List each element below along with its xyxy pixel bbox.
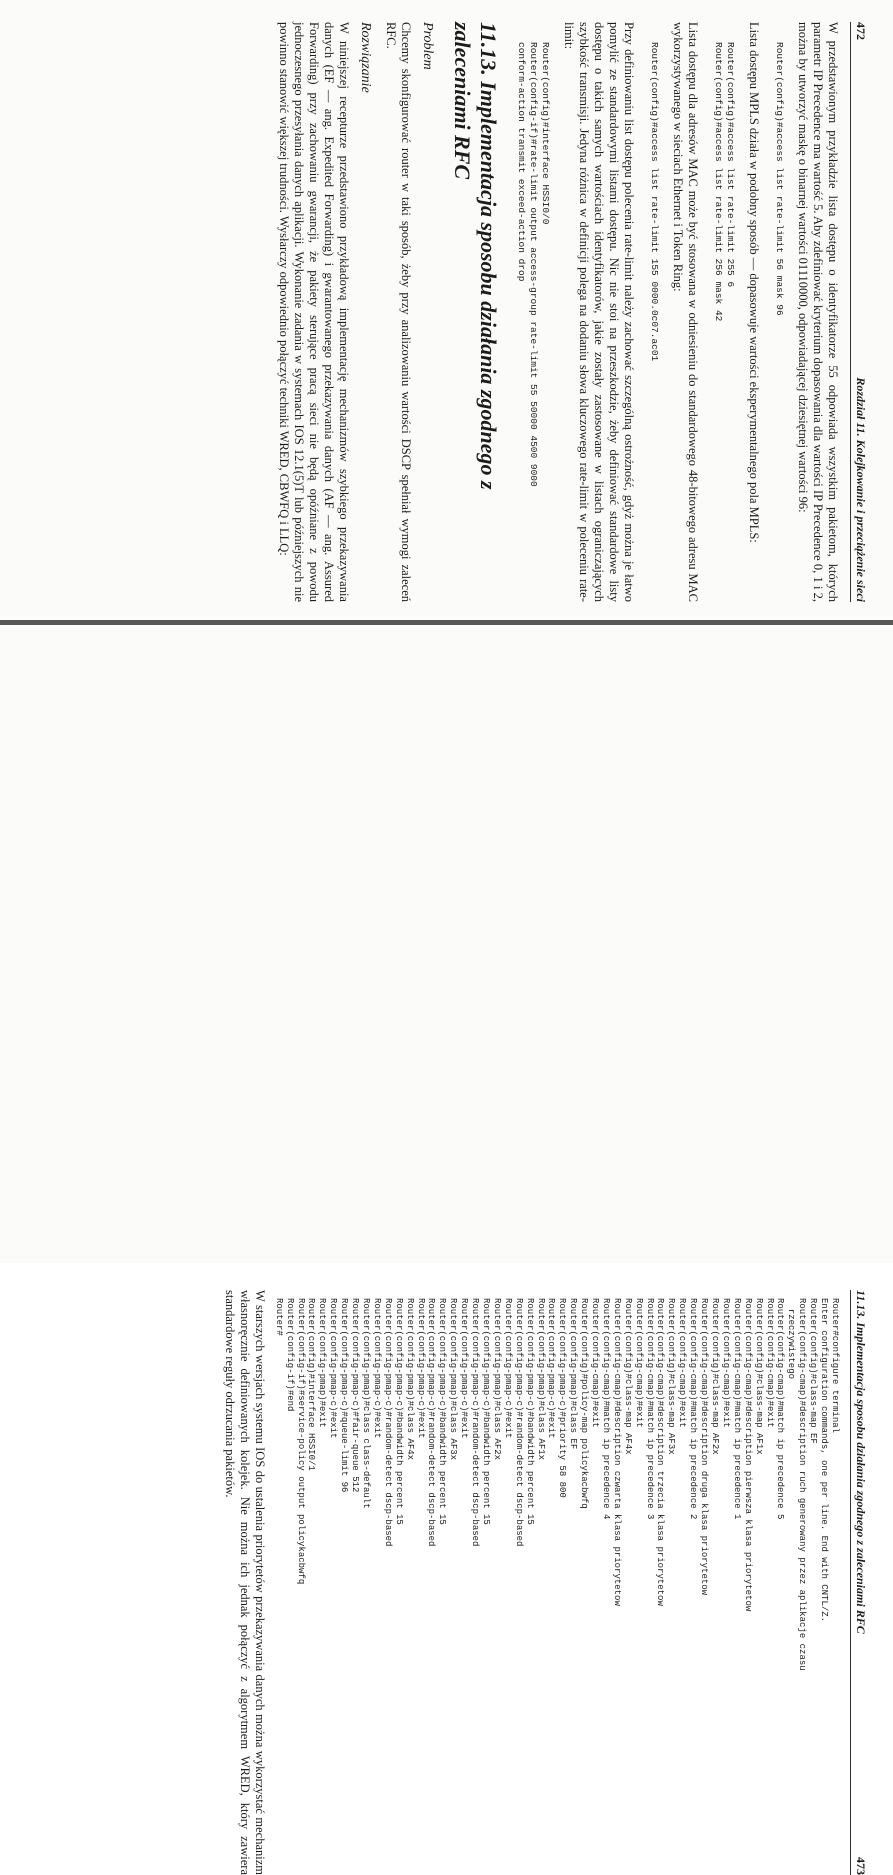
code-line: Router(config-cmap)#match ip precedence 3 (644, 1298, 655, 1520)
code-line: Router(config-if)#service-policy output policykacbwfq (295, 1298, 306, 1585)
problem-text: Chcemy skonfigurować router w taki sposób, żeby przy analizowaniu wartości DSCP spełniał wymogi zaleceń RFC. (384, 22, 413, 602)
code-line: Router(config-pmap-c)#random-detect dscp-based (382, 1298, 393, 1547)
closing-paragraph: W starszych wersjach systemu IOS do ustalenia priorytetów przekazywania danych można wykorzystać mechanizm własnoręcznie definiowanych kolejek. Nie można ich jednak połączyć z algorytmem WRED, który zawiera standardowe reguły odrzucania pakietów. (222, 1290, 267, 1875)
code-line: Router(config-pmap-c)#exit (371, 1298, 382, 1439)
code-line: Router(config-pmap)#class AF4x (404, 1298, 415, 1461)
page-number: 472 (854, 22, 868, 40)
code-line: Router(config-cmap)#description ruch generowany przez aplikacje czasu (797, 1298, 808, 1671)
paragraph: Lista dostępu MPLS działa w podobny sposób — dopasowuje wartości eksperymentalnego pola MPLS: (747, 22, 761, 543)
code-line: Router(config-pmap-c)#bandwidth percent 15 (393, 1298, 404, 1525)
code-line: Router(config-cmap)#description pierwsza klasa priorytetow (742, 1298, 753, 1612)
code-line: Router(config-cmap)#description czwarta klasa priorytetow (611, 1298, 622, 1606)
code-line: Router(config-pmap)#class AF2x (491, 1298, 502, 1461)
section-title: 11.13. Implementacja sposobu działania zgodnego z zaleceniami RFC (450, 22, 501, 490)
code-line: Router(config-cmap)#match ip precedence 1 (731, 1298, 742, 1520)
code-line: Router(config-pmap-c)#random-detect dscp-based (513, 1298, 524, 1547)
code-line: Router(config-cmap)#exit (677, 1298, 688, 1428)
code-line: Router(config-if)#end (284, 1298, 295, 1412)
code-line: conform-action transmit exceed-action drop (516, 42, 527, 282)
code-line: Router(config-pmap-c)#bandwidth percent 15 (524, 1298, 535, 1525)
code-line: Router(config-pmap-c)#queue-limit 96 (339, 1298, 350, 1493)
page-header (850, 1290, 868, 1875)
problem-heading: Problem (420, 22, 435, 70)
left-book-page (0, 0, 893, 618)
code-line: Router(config-if)#rate-limit output access-group rate-limit 55 50000 4500 9000 (528, 42, 539, 487)
code-line: Router(config-pmap)#class EF (568, 1298, 579, 1450)
code-line: Router(config-pmap-c)#fair-queue 512 (350, 1298, 361, 1493)
code-line: Router(config-pmap-c)#exit (328, 1298, 339, 1439)
code-line: Router(config-cmap)#exit (764, 1298, 775, 1428)
page-gutter (0, 620, 893, 625)
code-line: Router(config-pmap-c)#bandwidth percent 15 (437, 1298, 448, 1525)
code-line: Router(config-pmap)#class class-default (361, 1298, 372, 1509)
code-line: Router(config)#class-map AF4x (622, 1298, 633, 1455)
page-number: 473 (854, 1857, 868, 1875)
code-line: Router(config-cmap)#match ip precedence 5 (775, 1298, 786, 1520)
code-line: Router(config-cmap)#description trzecia klasa priorytetow (655, 1298, 666, 1606)
router-config-listing (273, 1298, 840, 1875)
code-line: rzeczywistego (786, 1298, 797, 1380)
paragraph: Przy definiowaniu list dostępu polecenia rate-limit należy zachować szczególną ostrożność, gdyż można je łatwo pomylić ze standardowymi listami dostępu. Nic nie stoi na przeszkodzie, żeby definiować standardowe listy dostępu o takich samych wartościach identyfikatorów, jakie zostały zastosowane w listach ograniczających szybkość transmisji. Jedyna różnica w definicji polega na dodaniu słowa kluczowego rate-limit w poleceniu rate-limit: (562, 22, 636, 602)
page-header (850, 22, 868, 602)
code-line: Router# (273, 1298, 284, 1336)
code-line: Router(config-pmap-c)#random-detect dscp-based (426, 1298, 437, 1547)
code-line: Router(config-cmap)#exit (590, 1298, 601, 1428)
code-line: Router(config)#class-map AF1x (753, 1298, 764, 1455)
code-line: Router(config-cmap)#exit (720, 1298, 731, 1428)
code-line: Enter configuration commands, one per line. End with CNTL/Z. (819, 1298, 830, 1623)
code-line: Router(config)#interface HSSI0/1 (306, 1298, 317, 1471)
solution-text: W niniejszej recepturze przedstawiono przykładową implementację mechanizmów szybkiego przekazywania danych (EF — ang. Expedited Forwarding) i gwarantowanego przekazywania danych (AF — ang. Assured Forwarding) przy zachowaniu gwarancji, że pakiety sterujące pracą sieci nie będą opóźniane z powodu jednoczesnego przesyłania danych aplikacji. Wykonanie zadania w systemach IOS 12.1(5)T lub późniejszych nie powinno stanowić większej trudności. Wysłarczy odpowiednio połączyć techniki WRED, CBWFQ i LLQ: (277, 22, 351, 602)
code-line: Router(config-pmap-c)#exit (546, 1298, 557, 1439)
code-line: Router(config)#policy-map policykacbwfq (579, 1298, 590, 1509)
code-line: Router(config)#class-map AF3x (666, 1298, 677, 1455)
code-line: Router(config-pmap)#class AF3x (448, 1298, 459, 1461)
code-line: Router(config)#access list rate-limit 155 0000.0c07.ac01 (649, 42, 660, 362)
code-line: Router(config)#interface HSSI0/0 (540, 42, 551, 225)
code-line: Router(config-cmap)#exit (633, 1298, 644, 1428)
paragraph: W przedstawionym przykładzie lista dostępu o identyfikatorze 55 odpowiada wszystkim pakietom, których parametr IP Precedence ma wartość 5. Aby zdefiniować kryterium dopasowania dla wartości IP Precedence 0, 1 i 2, można by utworzyć maskę o binarnej wartości 01110000, odpowiadającej dziesiętnej wartości 96: (796, 22, 840, 602)
left-page-content (68, 22, 868, 602)
code-line: Router(config-cmap)#match ip precedence 4 (600, 1298, 611, 1520)
running-header: Rozdział 11. Kolejkowanie i przeciążenie sieci (854, 377, 868, 602)
code-line: Router(config-pmap-c)#exit (502, 1298, 513, 1439)
code-line: Router(config-pmap-c)#exit (459, 1298, 470, 1439)
code-line: Router(config)#access list rate-limit 255 6 (725, 42, 736, 288)
code-snippet (712, 42, 736, 602)
code-line: Router(config-pmap-c)#random-detect dscp-based (470, 1298, 481, 1547)
code-line: Router(config-pmap)#class AF1x (535, 1298, 546, 1461)
code-line: Router(config-cmap)#description druga klasa priorytetow (699, 1298, 710, 1596)
right-book-page (0, 630, 893, 1875)
code-line: Router(config)#class-map AF2x (710, 1298, 721, 1455)
running-header: 11.13. Implementacja sposobu działania zgodnego z zaleceniami RFC (854, 1290, 868, 1634)
code-line: Router(config)#access list rate-limit 256 mask 42 (713, 42, 724, 322)
code-line: Router(config-pmap-c)#exit (415, 1298, 426, 1439)
paragraph: Lista dostępu dla adresów MAC może być stosowana w odniesieniu do standardowego 48-bitowego adresu MAC wykorzystywanego w sieciach Ethernet i Token Ring: (671, 22, 700, 602)
code-snippet (773, 42, 785, 602)
right-page-content (98, 1290, 868, 1875)
code-line: Router(config)#access list rate-limit 56 mask 96 (774, 42, 785, 316)
code-line: Router#configure terminal (830, 1298, 840, 1434)
code-line: Router(config-pmap)#exit (317, 1298, 328, 1428)
code-line: Router(config-pmap-c)#bandwidth percent 15 (481, 1298, 491, 1525)
code-snippet (648, 42, 660, 602)
solution-heading: Rozwiązanie (358, 22, 373, 93)
code-line: Router(config-cmap)#match ip precedence 2 (688, 1298, 699, 1520)
code-line: Router(config)#class-map EF (808, 1298, 819, 1444)
code-snippet (515, 42, 551, 602)
code-line: Router(config-pmap-c)#priority 58 800 (557, 1298, 568, 1498)
